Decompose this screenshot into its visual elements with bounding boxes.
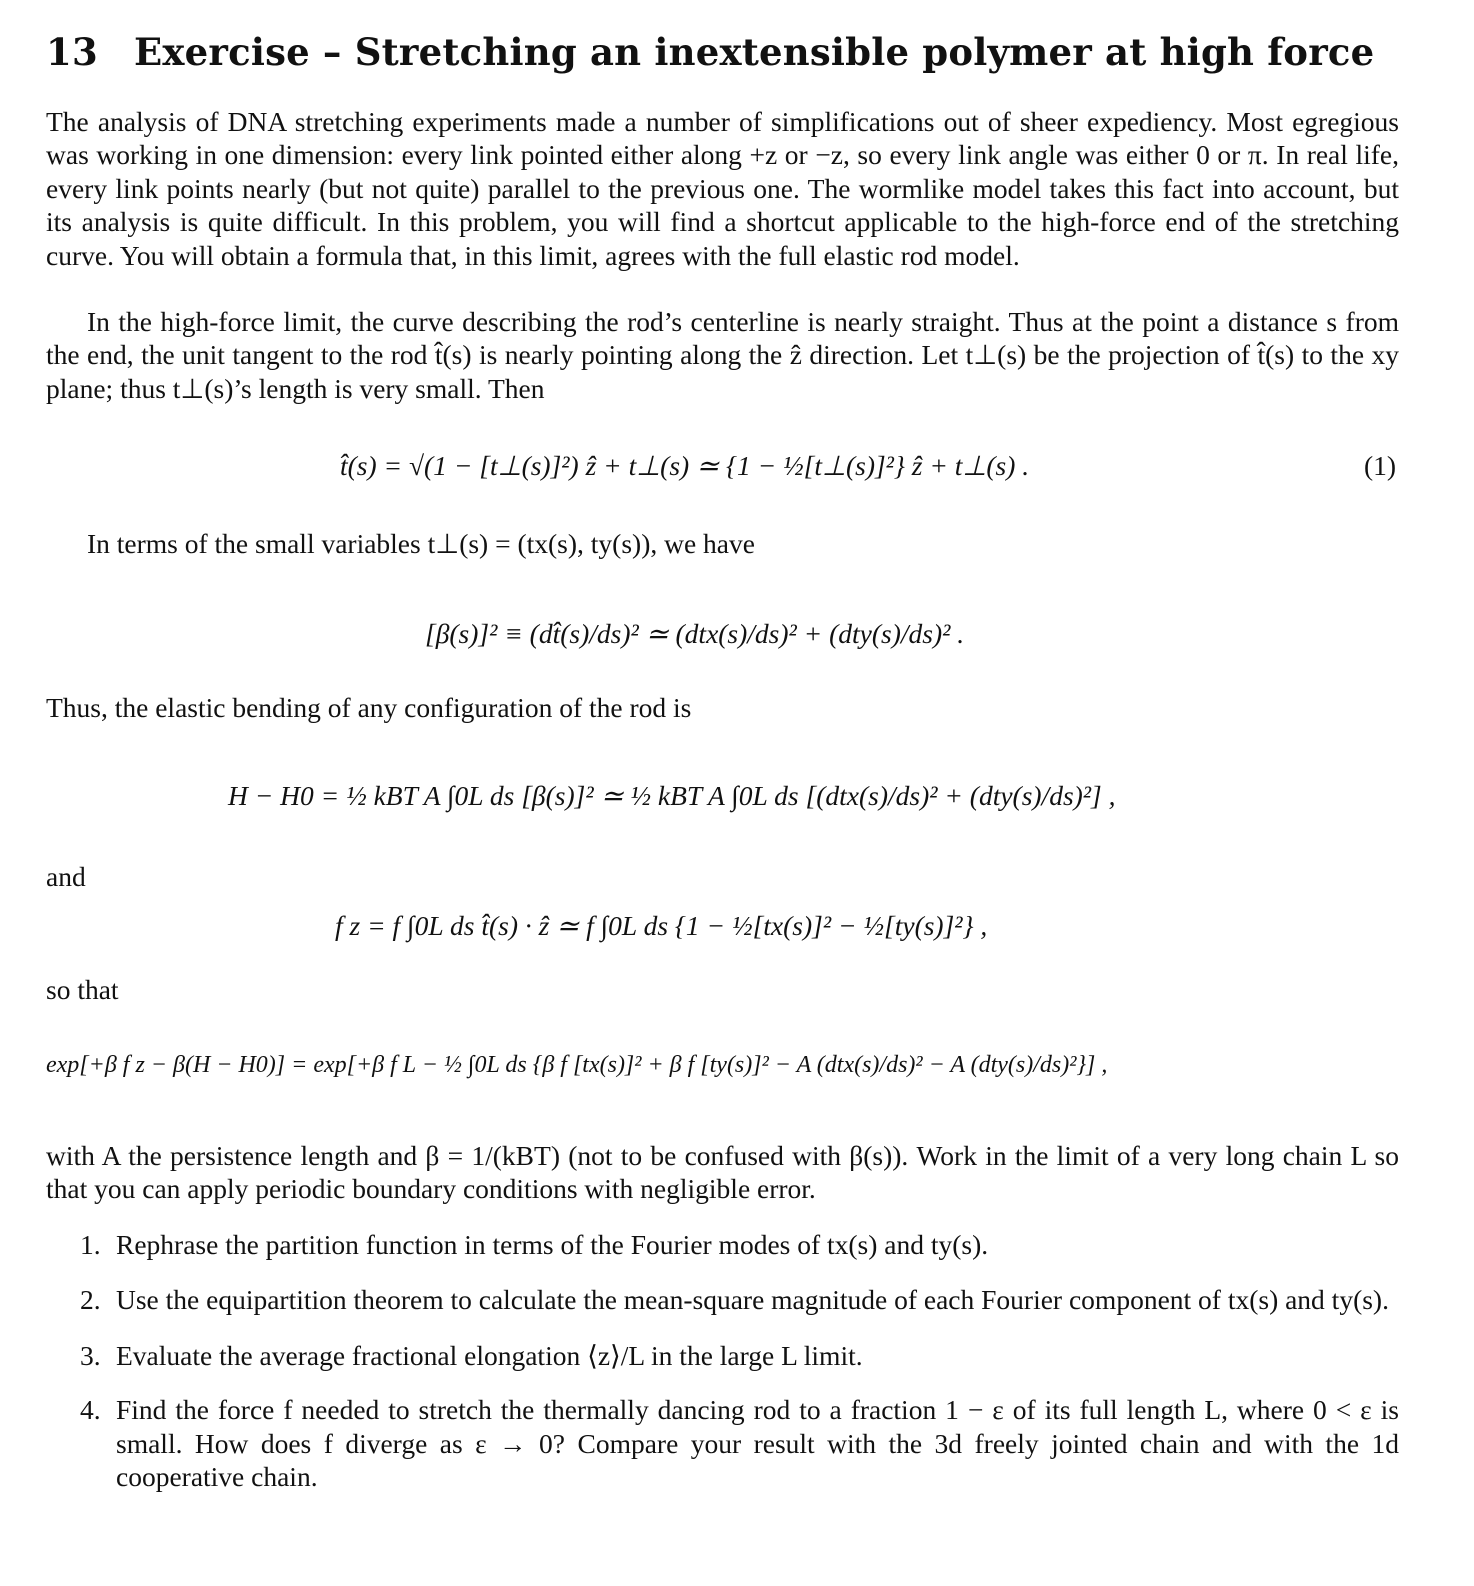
question-list — [46, 1228, 1399, 1515]
intro-paragraph: The analysis of DNA stretching experiments made a number of simplifications out of sheer expediency. Most egregious was working in one dimension: every link pointed either along +z or −z, so every link angle was either 0 or π. In real life, every link points nearly (but not quite) parallel to the previous one. The wormlike model takes this fact into account, but its analysis is quite difficult. In this problem, you will find a shortcut applicable to the high-force end of the stretching curve. You will obtain a formula that, in this limit, agrees with the full elastic rod model. — [46, 106, 1399, 271]
equation-force-extension: f z = f ∫0L ds t̂(s) · ẑ ≃ f ∫0L ds {1 − ½[tx(s)]² − ½[ty(s)]²} , — [335, 910, 988, 941]
equation-1: t̂(s) = √(1 − [t⊥(s)]²) ẑ + t⊥(s) ≃ {1 − ½[t⊥(s)]²} ẑ + t⊥(s) . — [340, 450, 1030, 481]
elastic-bending-paragraph: Thus, the elastic bending of any configuration of the rod is — [46, 692, 692, 723]
question-text: Rephrase the partition function in terms of the Fourier modes of tx(s) and ty(s). — [116, 1229, 989, 1260]
equation-hamiltonian: H − H0 = ½ kBT A ∫0L ds [β(s)]² ≃ ½ kBT A ∫0L ds [(dtx(s)/ds)² + (dty(s)/ds)²] , — [228, 780, 1116, 811]
question-item — [80, 1228, 1399, 1261]
section-number: 13 — [46, 30, 98, 74]
small-variables-paragraph: In terms of the small variables t⊥(s) = (tx(s), ty(s)), we have — [87, 528, 755, 559]
question-item — [80, 1393, 1399, 1493]
question-number: 3. — [80, 1339, 101, 1371]
question-text: Find the force f needed to stretch the thermally dancing rod to a fraction 1 − ε of its full length L, where 0 < ε is small. How does f diverge as ε → 0? Compare your result with the 3d freely jointed chain and with the 1d cooperative chain. — [116, 1394, 1399, 1493]
section-title: Exercise – Stretching an inextensible polymer at high force — [134, 30, 1375, 74]
question-number: 4. — [80, 1394, 101, 1426]
high-force-paragraph: In the high-force limit, the curve describing the rod’s centerline is nearly straight. Thus at the point a distance s from the end, the unit tangent to the rod t̂(s) is nearly pointing along the ẑ direction. Let t⊥(s) be the projection of t̂(s) to the xy plane; thus t⊥(s)’s length is very small. Then — [46, 306, 1399, 404]
question-text: Use the equipartition theorem to calculate the mean-square magnitude of each Fourier component of tx(s) and ty(s). — [116, 1284, 1389, 1316]
equation-1-number: (1) — [1364, 450, 1397, 481]
question-item — [80, 1283, 1399, 1316]
question-number: 1. — [80, 1229, 101, 1260]
equation-bending-squared: [β(s)]² ≡ (dt̂(s)/ds)² ≃ (dtx(s)/ds)² + (dty(s)/ds)² . — [425, 618, 965, 649]
section-heading — [46, 30, 1374, 74]
equation-boltzmann-weight: exp[+β f z − β(H − H0)] = exp[+β f L − ½ ∫0L ds {β f [tx(s)]² + β f [ty(s)]² − A (dtx(s)/ds)² − A (dty(s)/ds)²}] , — [46, 1052, 1108, 1078]
so-that-label: so that — [46, 974, 119, 1005]
question-item — [80, 1339, 1399, 1372]
persistence-length-paragraph: with A the persistence length and β = 1/(kBT) (not to be confused with β(s)). Work in the limit of a very long chain L so that you can apply periodic boundary conditions with negligible error. — [46, 1140, 1399, 1205]
question-number: 2. — [80, 1284, 101, 1316]
question-text: Evaluate the average fractional elongation ⟨z⟩/L in the large L limit. — [116, 1339, 863, 1371]
and-label: and — [46, 861, 86, 892]
